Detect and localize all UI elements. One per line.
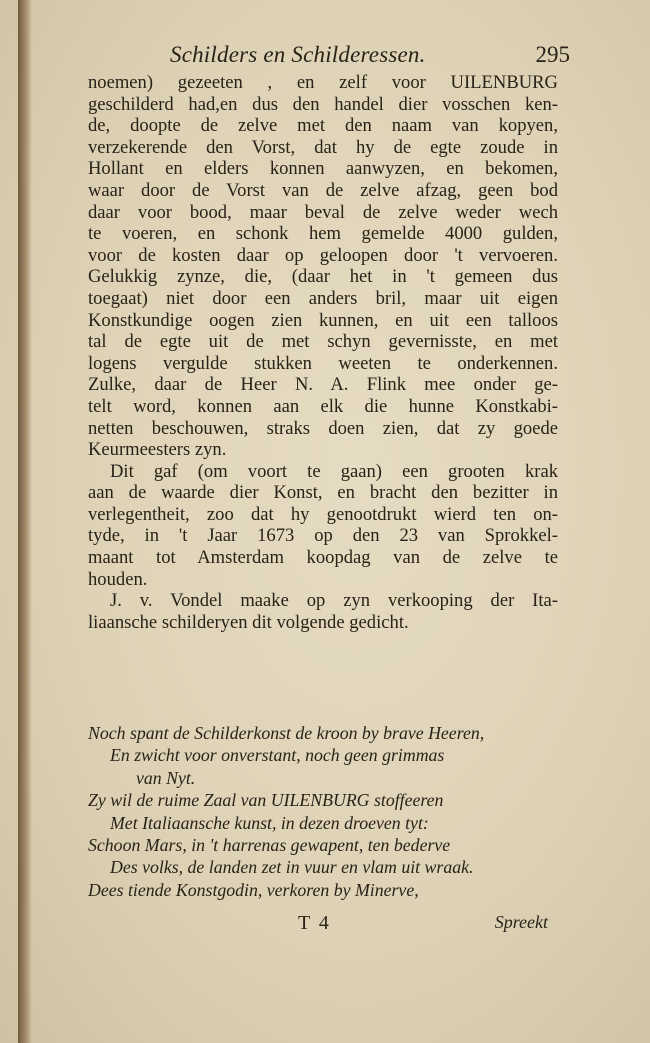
book-gutter	[18, 0, 32, 1043]
poem-line: van Nyt.	[136, 767, 196, 788]
poem-line: Met Italiaansche kunst, in dezen droeven tyt:	[110, 812, 429, 833]
poem-line: Zy wil de ruime Zaal van UILENBURG stoffeeren	[88, 790, 444, 811]
text-line: te voeren, en schonk hem gemelde 4000 gulden,	[88, 223, 558, 245]
poem-line: Dees tiende Konstgodin, verkoren by Minerve,	[88, 879, 419, 900]
poem-line: Des volks, de landen zet in vuur en vlam uit wraak.	[110, 857, 474, 878]
text-line: aan de waarde dier Konst, en bracht den bezitter in	[88, 482, 558, 504]
text-line: Zulke, daar de Heer N. A. Flink mee onder ge-	[88, 374, 558, 396]
text-line: toegaat) niet door een anders bril, maar uit eigen	[88, 287, 558, 309]
poem	[88, 722, 558, 901]
text-line: waar door de Vorst van de zelve afzag, geen bod	[88, 179, 558, 201]
poem-line: En zwicht voor onverstant, noch geen grimmas	[110, 745, 445, 766]
text-line: Dit gaf (om voort te gaan) een grooten krak	[110, 460, 558, 482]
text-line: tal de egte uit de met schyn gevernisste, en met	[88, 331, 558, 353]
text-line: Konstkundige oogen zien kunnen, en uit een talloos	[88, 309, 558, 331]
running-title: Schilders en Schilderessen.	[170, 42, 426, 67]
body-text	[88, 72, 558, 633]
text-line: geschilderd had,en dus den handel dier vosschen ken-	[88, 93, 558, 115]
text-line: voor de kosten daar op geloopen door 't vervoeren.	[88, 244, 558, 266]
text-line: J. v. Vondel maake op zyn verkooping der Ita-	[110, 590, 558, 612]
text-line: Keurmeesters zyn.	[88, 439, 227, 461]
text-line: liaansche schilderyen dit volgende gedicht.	[88, 611, 409, 633]
poem-line: Noch spant de Schilderkonst de kroon by brave Heeren,	[88, 723, 485, 743]
catchword: Spreekt	[494, 912, 548, 932]
page-number: 295	[535, 42, 570, 67]
text-line: verzekerende den Vorst, dat hy de egte zoude in	[88, 136, 558, 158]
poem-line: Schoon Mars, in 't harrenas gewapent, ten bederve	[88, 834, 451, 855]
text-line: de, doopte de zelve met den naam van kopyen,	[88, 115, 558, 137]
running-header	[170, 42, 570, 76]
text-line: daar voor bood, maar beval de zelve weder wech	[88, 201, 558, 223]
text-line: verlegentheit, zoo dat hy genootdrukt wierd ten on-	[88, 503, 558, 525]
text-line: maant tot Amsterdam koopdag van de zelve te	[88, 547, 558, 569]
text-line: logens vergulde stukken weeten te onderkennen.	[88, 352, 558, 374]
text-line: Gelukkig zynze, die, (daar het in 't gemeen dus	[88, 266, 558, 288]
text-line: tyde, in 't Jaar 1673 op den 23 van Sprokkel-	[88, 525, 558, 547]
text-line: Hollant en elders konnen aanwyzen, en bekomen,	[88, 158, 558, 180]
text-line: netten beschouwen, straks doen zien, dat zy goede	[88, 417, 558, 439]
text-line: houden.	[88, 568, 148, 590]
page-footer	[88, 912, 548, 938]
signature-mark: T 4	[298, 912, 331, 934]
text-line: noemen) gezeeten , en zelf voor UILENBURG	[88, 72, 558, 93]
text-line: telt word, konnen aan elk die hunne Konstkabi-	[88, 395, 558, 417]
